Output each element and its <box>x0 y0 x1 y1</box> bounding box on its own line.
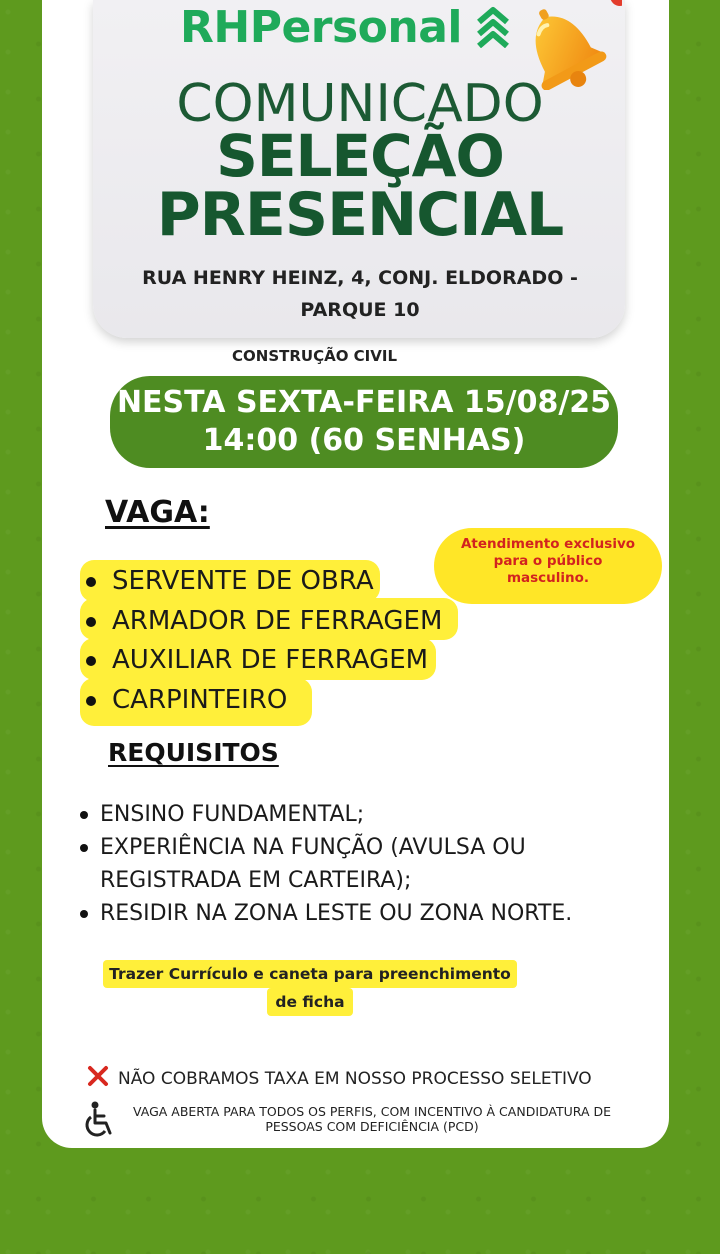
pcd-line-1: VAGA ABERTA PARA TODOS OS PERFIS, COM INCENTIVO À CANDIDATURA DE <box>132 1104 611 1119</box>
list-item: ARMADOR DE FERRAGEM <box>84 602 442 642</box>
no-fee-text: NÃO COBRAMOS TAXA EM NOSSO PROCESSO SELETIVO <box>118 1069 592 1089</box>
list-item: CARPINTEIRO <box>84 681 442 721</box>
notice-line-3: masculino. <box>506 570 590 586</box>
bring-documents-note <box>88 960 532 1016</box>
presential-title: PRESENCIAL <box>156 180 564 250</box>
requirements-heading: REQUISITOS <box>108 738 279 767</box>
list-item: SERVENTE DE OBRA <box>84 562 442 602</box>
address-line-2: PARQUE 10 <box>300 299 420 321</box>
schedule-date: NESTA SEXTA-FEIRA 15/08/25 <box>116 385 612 420</box>
pcd-notice <box>116 1104 628 1134</box>
schedule-pill <box>110 376 618 468</box>
address-line-1: RUA HENRY HEINZ, 4, CONJ. ELDORADO - <box>142 267 578 289</box>
brand-logo-text: RHPersonal <box>180 2 463 53</box>
vacancies-heading: VAGA: <box>105 495 210 530</box>
list-item: AUXILIAR DE FERRAGEM <box>84 641 442 681</box>
requirements-list <box>78 798 598 930</box>
list-item: ENSINO FUNDAMENTAL; <box>78 798 598 831</box>
vacancies-list <box>84 562 442 720</box>
selection-title: SELEÇÃO <box>216 122 504 190</box>
close-x-icon <box>86 1064 110 1088</box>
list-item: RESIDIR NA ZONA LESTE OU ZONA NORTE. <box>78 897 598 930</box>
announcement-title: COMUNICADO <box>176 74 544 134</box>
schedule-time: 14:00 (60 SENHAS) <box>202 423 526 458</box>
bring-line-1: Trazer Currículo e caneta para preenchimento <box>103 960 517 988</box>
no-fee-notice <box>86 1064 592 1089</box>
wheelchair-icon <box>82 1101 116 1139</box>
pcd-line-2: PESSOAS COM DEFICIÊNCIA (PCD) <box>265 1119 479 1134</box>
address <box>120 262 600 326</box>
list-item: EXPERIÊNCIA NA FUNÇÃO (AVULSA OU REGISTRADA EM CARTEIRA); <box>78 831 598 897</box>
sector-label: CONSTRUÇÃO CIVIL <box>232 347 398 365</box>
notice-line-2: para o público <box>493 553 603 569</box>
exclusive-notice-badge <box>434 528 662 604</box>
notice-line-1: Atendimento exclusivo <box>460 536 636 552</box>
bring-line-2: de ficha <box>267 988 352 1016</box>
